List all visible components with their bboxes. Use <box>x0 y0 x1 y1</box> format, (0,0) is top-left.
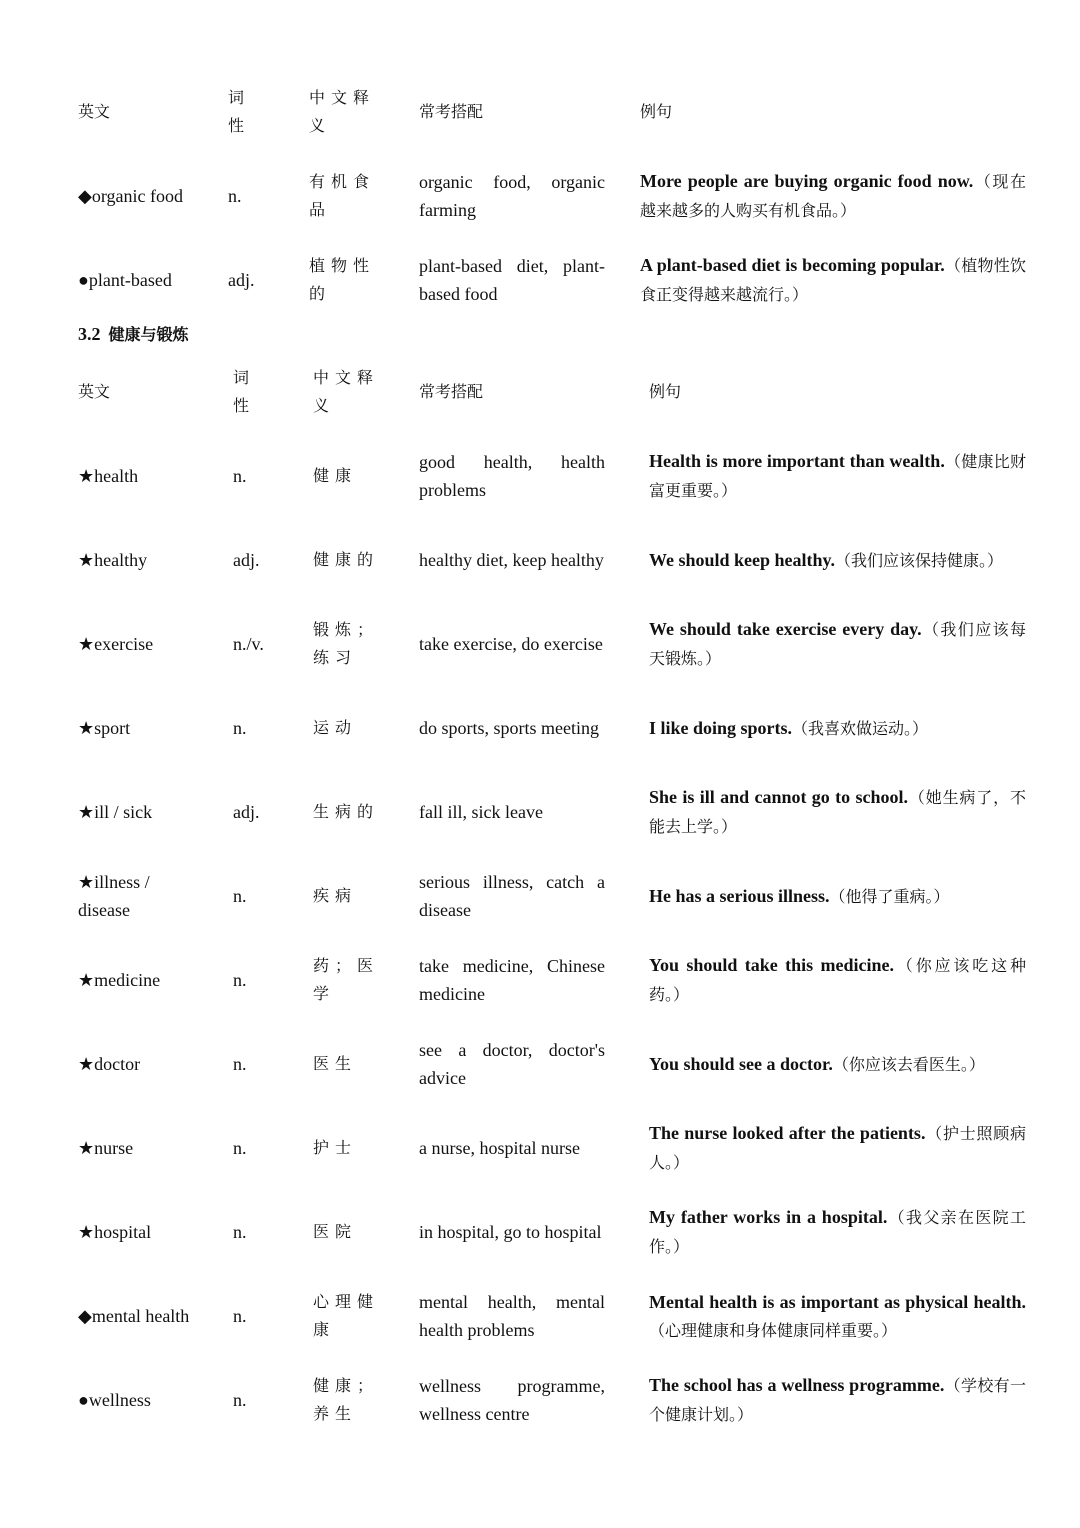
word-cell: ★doctor <box>78 1054 141 1074</box>
example-english: You should take this medicine. <box>649 955 894 975</box>
example-cell <box>649 1203 1026 1261</box>
example-chinese: （我父亲在医院工作。） <box>649 1208 1026 1256</box>
table-row <box>0 868 1080 924</box>
example-chinese: （现在越来越多的人购买有机食品。） <box>640 172 1026 220</box>
table1-header <box>0 84 1080 140</box>
word-cell: ★healthy <box>78 550 148 570</box>
meaning-cell: 疾病 <box>313 886 358 905</box>
header-english: 英文 <box>78 102 111 121</box>
pos-cell: n. <box>233 970 247 990</box>
example-cell <box>649 1119 1026 1177</box>
example-cell <box>649 1371 1026 1429</box>
pos-cell: n. <box>233 886 247 906</box>
header-chinese-meaning: 中文释义 <box>313 368 380 415</box>
meaning-cell: 药；医学 <box>313 956 380 1003</box>
example-chinese: （健康比财富更重要。） <box>649 452 1026 500</box>
example-cell <box>640 251 1026 309</box>
meaning-cell: 有机食品 <box>309 172 376 219</box>
pos-cell: n. <box>228 186 242 206</box>
example-chinese: （护士照顾病人。） <box>649 1124 1026 1172</box>
meaning-cell: 健康 <box>313 466 358 485</box>
example-cell <box>649 714 928 743</box>
meaning-cell: 心理健康 <box>313 1292 380 1339</box>
pos-cell: n. <box>233 1306 247 1326</box>
example-chinese: （她生病了，不能去上学。） <box>649 788 1026 836</box>
pos-cell: n. <box>233 1138 247 1158</box>
section-title: 健康与锻炼 <box>108 325 189 344</box>
collocation-cell: fall ill, sick leave <box>419 802 543 822</box>
pos-cell: adj. <box>228 270 255 290</box>
example-cell <box>649 1288 1026 1345</box>
table-row <box>0 1120 1080 1176</box>
meaning-cell: 医院 <box>313 1222 358 1241</box>
example-english: He has a serious illness. <box>649 885 830 906</box>
example-english: A plant-based diet is becoming popular. <box>640 255 945 275</box>
pos-cell: adj. <box>233 802 260 822</box>
header-english: 英文 <box>78 382 111 401</box>
example-chinese: （我们应该每天锻炼。） <box>649 620 1026 668</box>
table-row <box>0 1204 1080 1260</box>
example-cell <box>649 447 1026 505</box>
collocation-cell: healthy diet, keep healthy <box>419 550 604 570</box>
example-chinese: （我喜欢做运动。） <box>792 718 929 738</box>
meaning-cell: 健康；养生 <box>313 1376 380 1423</box>
word-cell: ●plant-based <box>78 270 172 290</box>
table-row <box>0 616 1080 672</box>
example-chinese: （植物性饮食正变得越来越流行。） <box>640 256 1026 304</box>
table-row <box>0 1372 1080 1428</box>
pos-cell: n. <box>233 1054 247 1074</box>
word-cell: ★health <box>78 466 139 486</box>
meaning-cell: 运动 <box>313 718 358 737</box>
word-cell: ◆mental health <box>78 1306 190 1326</box>
word-cell: ★nurse <box>78 1138 134 1158</box>
section-heading <box>78 322 189 345</box>
word-cell: ◆organic food <box>78 186 183 206</box>
example-cell <box>649 882 950 911</box>
example-english: We should keep healthy. <box>649 549 836 570</box>
example-english: My father works in a hospital. <box>649 1207 888 1227</box>
example-chinese: （你应该吃这种药。） <box>649 956 1026 1004</box>
word-cell: ★medicine <box>78 970 161 990</box>
example-chinese: （我们应该保持健康。） <box>835 550 1004 570</box>
example-english: Mental health is as important as physical health. <box>649 1291 1026 1312</box>
pos-cell: n./v. <box>233 634 264 654</box>
meaning-cell: 锻炼；练习 <box>313 620 380 667</box>
example-chinese: （学校有一个健康计划。） <box>649 1376 1026 1424</box>
header-part-of-speech: 词性 <box>233 368 250 415</box>
meaning-cell: 医生 <box>313 1054 358 1073</box>
collocation-cell: take medicine, Chinese medicine <box>419 956 605 1004</box>
example-cell <box>649 615 1026 673</box>
section-number: 3.2 <box>78 324 101 344</box>
example-english: Health is more important than wealth. <box>649 451 945 471</box>
example-english: More people are buying organic food now. <box>640 171 974 191</box>
collocation-cell: good health, health problems <box>419 452 605 500</box>
meaning-cell: 健康的 <box>313 550 380 569</box>
table-row <box>0 532 1080 588</box>
example-cell <box>649 783 1026 841</box>
example-english: I like doing sports. <box>649 717 793 738</box>
word-cell: ★ill / sick <box>78 802 153 822</box>
header-part-of-speech: 词性 <box>228 88 245 135</box>
example-english: The school has a wellness programme. <box>649 1375 945 1395</box>
collocation-cell: take exercise, do exercise <box>419 634 603 654</box>
collocation-cell: in hospital, go to hospital <box>419 1222 602 1242</box>
example-english: The nurse looked after the patients. <box>649 1123 926 1143</box>
example-cell <box>649 546 1003 575</box>
example-cell <box>649 1050 985 1079</box>
collocation-cell: see a doctor, doctor's advice <box>419 1040 605 1088</box>
example-english: You should see a doctor. <box>649 1053 833 1074</box>
collocation-cell: wellness programme, wellness centre <box>419 1376 605 1424</box>
word-cell: ★sport <box>78 718 131 738</box>
collocation-cell: a nurse, hospital nurse <box>419 1138 580 1158</box>
header-chinese-meaning: 中文释义 <box>309 88 376 135</box>
table-row <box>0 448 1080 504</box>
table-row <box>0 952 1080 1008</box>
example-english: She is ill and cannot go to school. <box>649 787 909 807</box>
header-example: 例句 <box>640 102 673 121</box>
word-cell: ●wellness <box>78 1390 151 1410</box>
collocation-cell: organic food, organic farming <box>419 172 605 220</box>
collocation-cell: mental health, mental health problems <box>419 1292 605 1340</box>
collocation-cell: plant-based diet, plant-based food <box>419 256 605 304</box>
meaning-cell: 护士 <box>313 1138 358 1157</box>
example-cell <box>649 951 1026 1009</box>
pos-cell: n. <box>233 718 247 738</box>
example-chinese: （你应该去看医生。） <box>832 1054 985 1074</box>
word-cell: ★illness / disease <box>78 872 150 920</box>
header-collocations: 常考搭配 <box>419 382 484 401</box>
pos-cell: n. <box>233 466 247 486</box>
example-english: We should take exercise every day. <box>649 619 922 639</box>
table-row <box>0 252 1080 308</box>
table-row <box>0 784 1080 840</box>
table-row <box>0 1036 1080 1092</box>
word-cell: ★exercise <box>78 634 154 654</box>
pos-cell: adj. <box>233 550 260 570</box>
word-cell: ★hospital <box>78 1222 152 1242</box>
meaning-cell: 生病的 <box>313 802 380 821</box>
example-cell <box>640 167 1026 225</box>
collocation-cell: serious illness, catch a disease <box>419 872 605 920</box>
header-example: 例句 <box>649 382 682 401</box>
example-chinese: （他得了重病。） <box>829 886 950 906</box>
pos-cell: n. <box>233 1222 247 1242</box>
header-collocations: 常考搭配 <box>419 102 484 121</box>
table-row <box>0 700 1080 756</box>
table-row <box>0 1288 1080 1344</box>
example-chinese: （心理健康和身体健康同样重要。） <box>649 1320 898 1340</box>
meaning-cell: 植物性的 <box>309 256 376 303</box>
collocation-cell: do sports, sports meeting <box>419 718 599 738</box>
table-row <box>0 168 1080 224</box>
pos-cell: n. <box>233 1390 247 1410</box>
table2-header <box>0 364 1080 420</box>
